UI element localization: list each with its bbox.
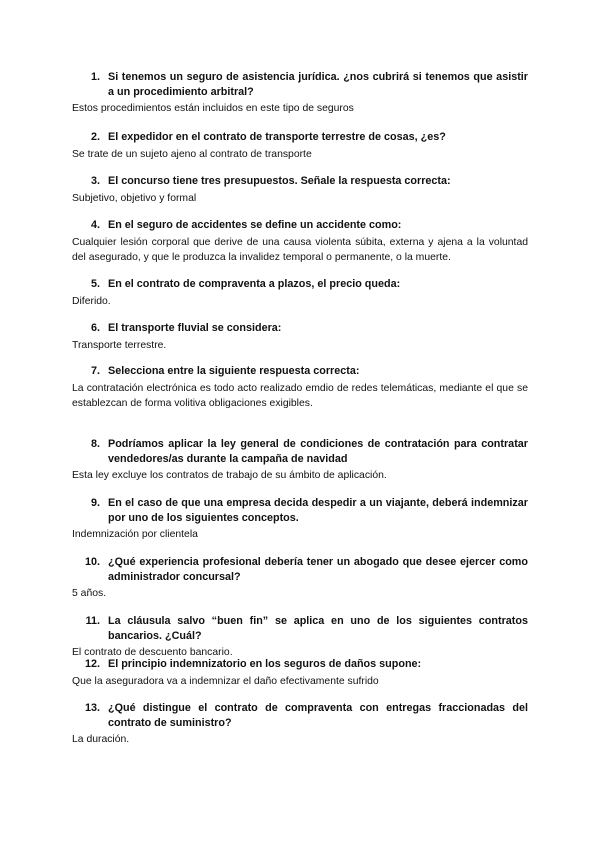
question-text: El concurso tiene tres presupuestos. Señale la respuesta correcta:: [108, 175, 451, 187]
question-block-5: [72, 277, 528, 309]
question: [72, 321, 528, 336]
question-text: Si tenemos un seguro de asistencia jurídica. ¿nos cubrirá si tenemos que asistir a un procedimiento arbitral?: [108, 71, 528, 98]
question-number: 5.: [90, 278, 100, 290]
question-block-13: [72, 701, 528, 748]
answer: Transporte terrestre.: [72, 339, 167, 351]
question-number: 2.: [90, 131, 100, 143]
answer: La contratación electrónica es todo acto realizado emdio de redes telemáticas, mediante el que se establezcan de forma volitiva obligaciones exigibles.: [72, 382, 528, 409]
question-block-11: [72, 614, 528, 661]
question-text: Selecciona entre la siguiente respuesta correcta:: [108, 365, 360, 377]
question-text: El expedidor en el contrato de transporte terrestre de cosas, ¿es?: [108, 131, 446, 143]
question: [72, 555, 528, 584]
question-number: 13.: [84, 702, 100, 714]
question: [72, 174, 528, 189]
question: [72, 496, 528, 525]
answer: El contrato de descuento bancario.: [72, 647, 233, 658]
question: [72, 130, 528, 145]
question-text: ¿Qué experiencia profesional debería tener un abogado que desee ejercer como administrador concursal?: [108, 556, 528, 583]
answer: Esta ley excluye los contratos de trabajo de su ámbito de aplicación.: [72, 470, 387, 481]
question-number: 10.: [84, 556, 100, 568]
question-number: 9.: [90, 497, 100, 509]
question-text: En el seguro de accidentes se define un accidente como:: [108, 219, 402, 231]
answer: Se trate de un sujeto ajeno al contrato de transporte: [72, 148, 312, 160]
question-text: El principio indemnizatorio en los seguros de daños supone:: [108, 658, 422, 670]
question: [72, 70, 528, 99]
question: [72, 218, 528, 233]
answer: La duración.: [72, 734, 130, 745]
answer: Estos procedimientos están incluidos en este tipo de seguros: [72, 103, 354, 114]
question-block-4: [72, 218, 528, 266]
question-text: El transporte fluvial se considera:: [108, 322, 282, 334]
question-block-2: [72, 130, 528, 162]
question: [72, 614, 528, 643]
question-text: La cláusula salvo “buen fin” se aplica en uno de los siguientes contratos bancarios. ¿Cuál?: [108, 615, 528, 642]
question-text: En el caso de que una empresa decida despedir a un viajante, deberá indemnizar por uno de los siguientes conceptos.: [108, 497, 528, 524]
question-block-12: [72, 657, 528, 689]
question-number: 1.: [90, 71, 100, 83]
answer: Indemnización por clientela: [72, 529, 198, 540]
question-number: 11.: [85, 615, 100, 627]
question-text: Podríamos aplicar la ley general de condiciones de contratación para contratar vendedores/as durante la campaña de navidad: [108, 438, 528, 465]
question: [72, 437, 528, 466]
question-number: 8.: [90, 438, 100, 450]
answer: Que la aseguradora va a indemnizar el daño efectivamente sufrido: [72, 675, 379, 687]
answer: Cualquier lesión corporal que derive de una causa violenta súbita, externa y ajena a la voluntad del asegurado, y que le produzca la invalidez temporal o permanente, o la muerte.: [72, 236, 528, 263]
question-block-6: [72, 321, 528, 353]
answer: Subjetivo, objetivo y formal: [72, 192, 197, 204]
question-block-9: [72, 496, 528, 543]
question: [72, 364, 528, 379]
question-number: 4.: [90, 219, 100, 231]
question-block-8: [72, 437, 528, 484]
question-block-10: [72, 555, 528, 602]
question-number: 7.: [90, 365, 100, 377]
question-number: 12.: [84, 658, 100, 670]
question-number: 3.: [90, 175, 100, 187]
question-block-1: [72, 70, 528, 117]
question: [72, 701, 528, 730]
answer: 5 años.: [72, 588, 107, 599]
question: [72, 657, 528, 672]
question-number: 6.: [90, 322, 100, 334]
question: [72, 277, 528, 292]
question-block-3: [72, 174, 528, 206]
question-text: ¿Qué distingue el contrato de compraventa con entregas fraccionadas del contrato de suministro?: [108, 702, 528, 729]
answer: Diferido.: [72, 295, 111, 307]
question-block-7: [72, 364, 528, 412]
question-text: En el contrato de compraventa a plazos, el precio queda:: [108, 278, 401, 290]
